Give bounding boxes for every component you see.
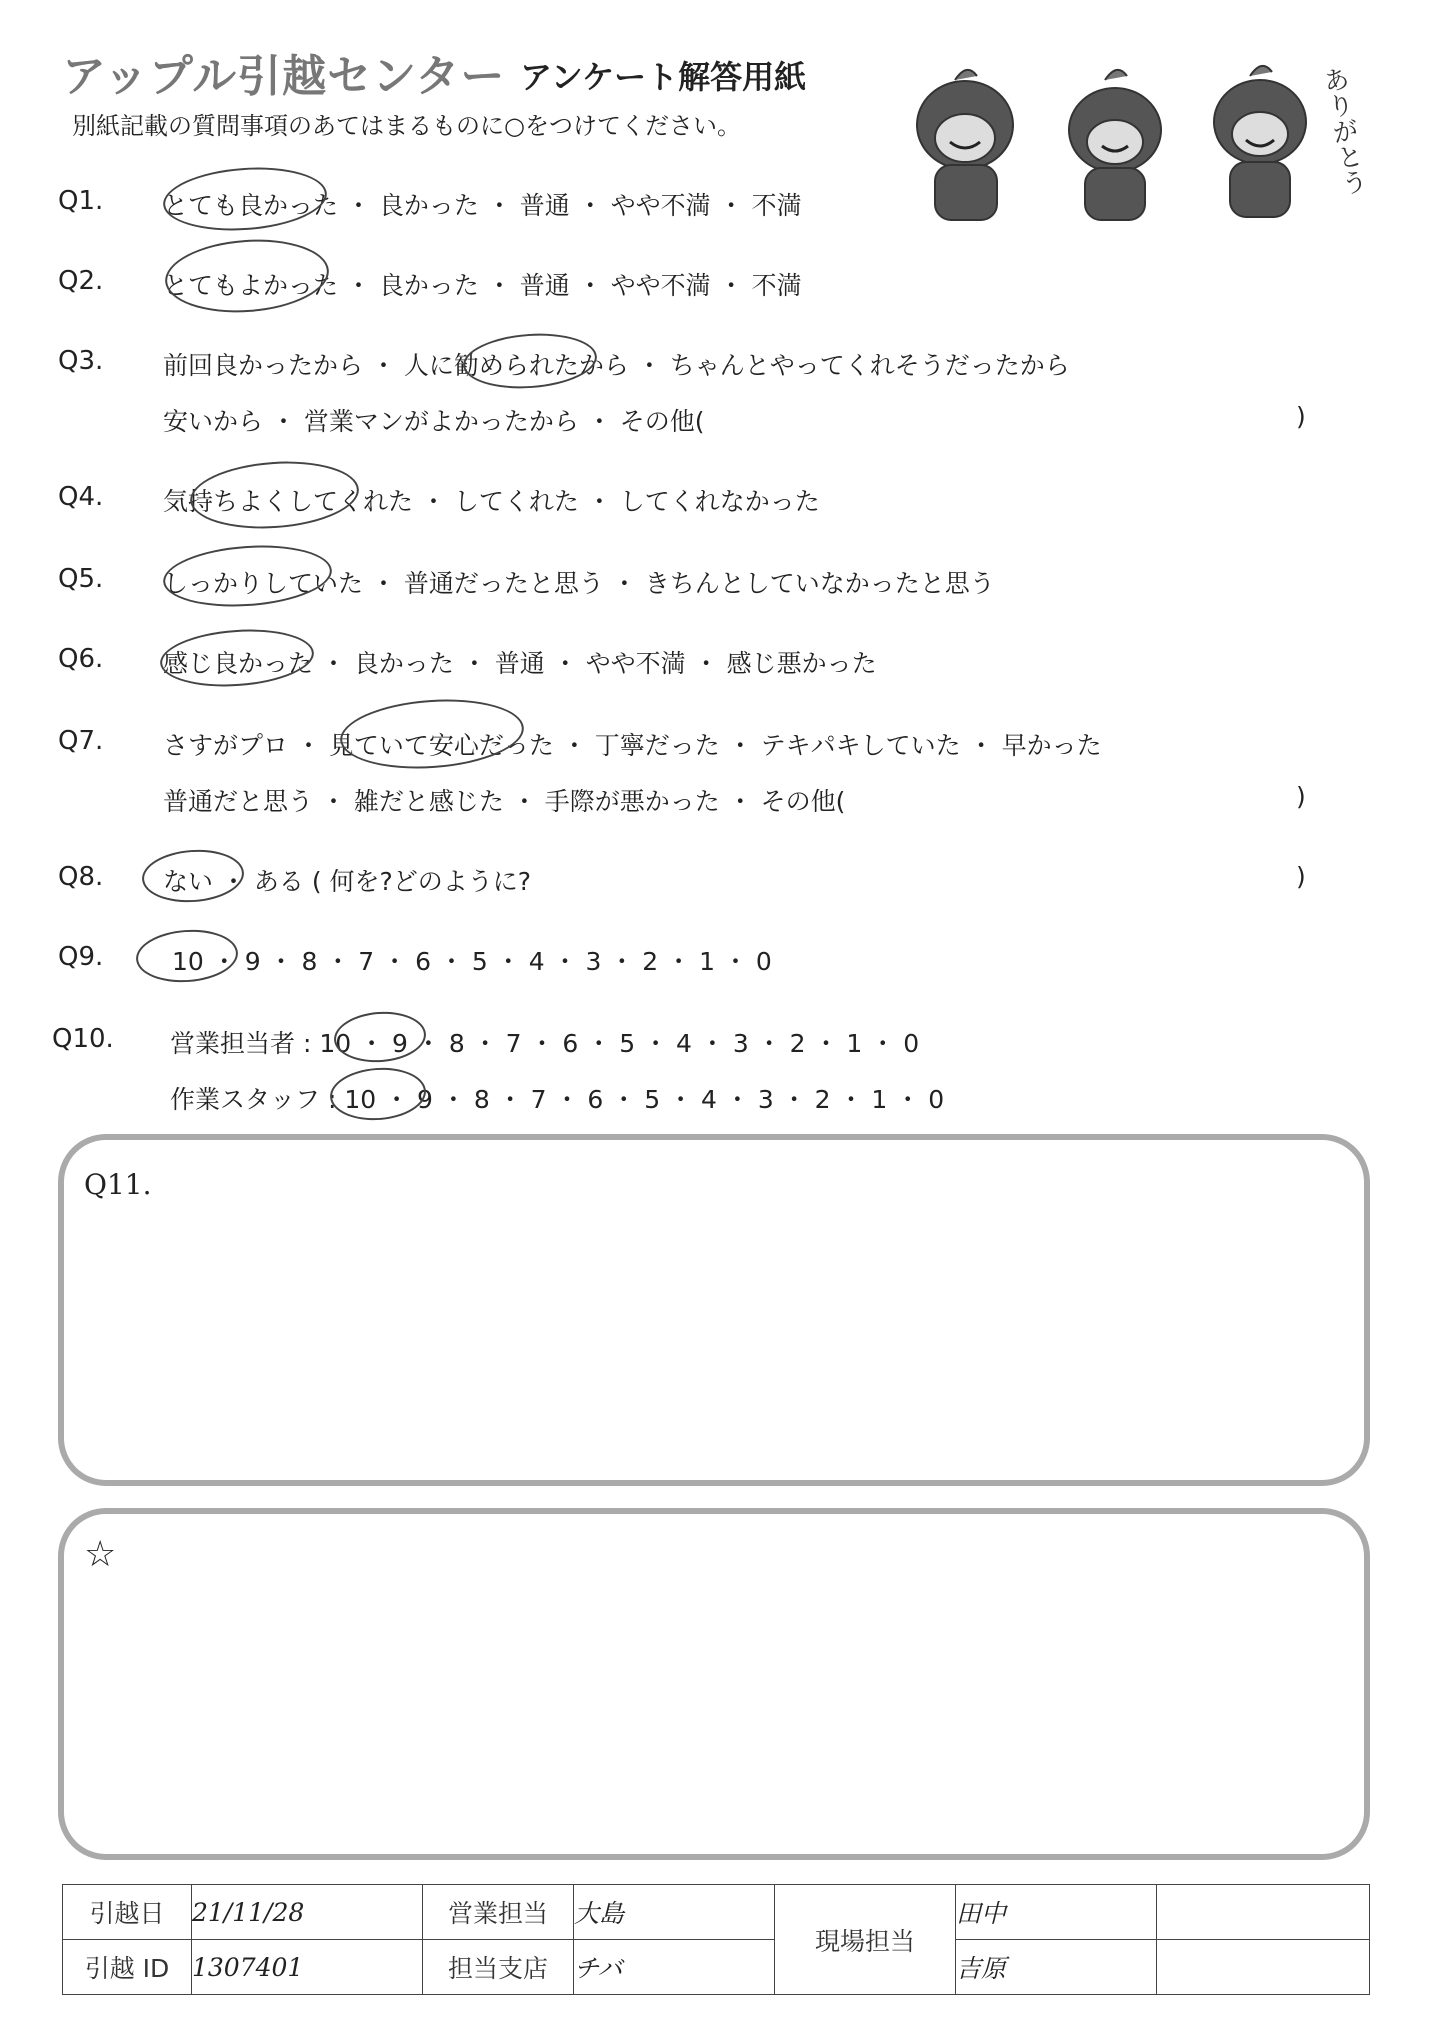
q6-answer-circle: [158, 625, 316, 692]
moving-date-value: 21/11/28: [192, 1885, 423, 1940]
q10-staff-options: 作業スタッフ : 10 ・ 9 ・ 8 ・ 7 ・ 6 ・ 5 ・ 4 ・ 3 ・ 2 ・ 1 ・ 0: [170, 1085, 945, 1114]
q5-label: Q5.: [58, 564, 104, 594]
company-title: アップル引越センター: [62, 51, 506, 102]
q1-options: とても良かった ・ 良かった ・ 普通 ・ やや不満 ・ 不満: [163, 191, 802, 220]
q3-close-paren: ): [1296, 402, 1306, 431]
instruction-text: 別紙記載の質問事項のあてはまるものに○をつけてください。: [72, 112, 741, 140]
site-value-2: 吉原: [956, 1940, 1157, 1995]
q2-answer-circle: [163, 234, 332, 317]
footer-info-table: [62, 1884, 1370, 1995]
branch-value: チバ: [574, 1940, 775, 1995]
q3-options-line2: 安いから ・ 営業マンがよかったから ・ その他(: [163, 407, 705, 436]
q11-label: Q11.: [84, 1168, 152, 1201]
gorilla-icon-middle: [1069, 70, 1161, 220]
site-extra-cell-1: [1157, 1885, 1370, 1940]
q6-options: 感じ良かった ・ 良かった ・ 普通 ・ やや不満 ・ 感じ悪かった: [163, 649, 877, 678]
site-extra-cell-2: [1157, 1940, 1370, 1995]
moving-date-label: 引越日: [63, 1885, 192, 1940]
sales-value: 大島: [574, 1885, 775, 1940]
q7-close-paren: ): [1296, 782, 1306, 811]
branch-label: 担当支店: [423, 1940, 574, 1995]
mascot-caption: ありがとう: [1316, 64, 1370, 198]
q7-options-line1: さすがプロ ・ 見ていて安心だった ・ 丁寧だった ・ テキパキしていた ・ 早かった: [163, 731, 1102, 760]
gorilla-icon-right: [1214, 66, 1306, 217]
form-subtitle: アンケート解答用紙: [520, 58, 807, 96]
q4-options: 気持ちよくしてくれた ・ してくれた ・ してくれなかった: [163, 487, 820, 516]
q6-label: Q6.: [58, 644, 104, 674]
site-value-1: 田中: [956, 1885, 1157, 1940]
star-comment-box[interactable]: [58, 1508, 1370, 1860]
site-label: 現場担当: [775, 1885, 956, 1995]
q2-label: Q2.: [58, 266, 104, 296]
q5-answer-circle: [161, 540, 334, 612]
moving-id-label: 引越 ID: [63, 1940, 192, 1995]
q10-label: Q10.: [52, 1024, 114, 1054]
q3-options-line1: 前回良かったから ・ 人に勧められたから ・ ちゃんとやってくれそうだったから: [163, 351, 1070, 380]
q8-label: Q8.: [58, 862, 104, 892]
q11-comment-box[interactable]: [58, 1134, 1370, 1486]
moving-id-value: 1307401: [192, 1940, 423, 1995]
q7-label: Q7.: [58, 726, 104, 756]
q1-label: Q1.: [58, 186, 104, 216]
gorilla-icon-left: [917, 70, 1013, 220]
q5-options: しっかりしていた ・ 普通だったと思う ・ きちんとしていなかったと思う: [163, 569, 995, 598]
sales-label: 営業担当: [423, 1885, 574, 1940]
q4-answer-circle: [188, 456, 361, 534]
q8-options: ない ・ ある ( 何を?どのように?: [163, 867, 532, 896]
q10-sales-options: 営業担当者 : 10 ・ 9 ・ 8 ・ 7 ・ 6 ・ 5 ・ 4 ・ 3 ・ 2 ・ 1 ・ 0: [170, 1029, 920, 1058]
q9-options: 10 ・ 9 ・ 8 ・ 7 ・ 6 ・ 5 ・ 4 ・ 3 ・ 2 ・ 1 ・ 0: [172, 947, 772, 976]
q4-label: Q4.: [58, 482, 104, 512]
q8-close-paren: ): [1296, 862, 1306, 891]
q1-answer-circle: [161, 162, 329, 235]
star-label: ☆: [84, 1534, 117, 1575]
q3-answer-circle: [461, 329, 598, 392]
mascot-illustration: [880, 50, 1350, 240]
q3-label: Q3.: [58, 346, 104, 376]
q7-answer-circle: [338, 694, 526, 775]
q2-options: とてもよかった ・ 良かった ・ 普通 ・ やや不満 ・ 不満: [163, 271, 802, 300]
q7-options-line2: 普通だと思う ・ 雑だと感じた ・ 手際が悪かった ・ その他(: [163, 787, 846, 816]
q9-label: Q9.: [58, 942, 104, 972]
